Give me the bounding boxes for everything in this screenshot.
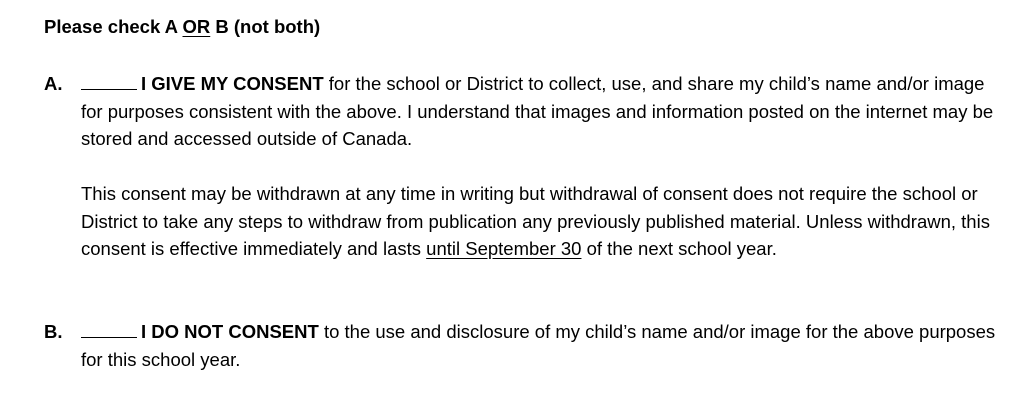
option-a-consent-paragraph	[81, 70, 1006, 153]
heading-or: OR	[182, 16, 211, 37]
option-b-checkbox-line[interactable]	[81, 319, 137, 338]
option-b-letter: B.	[44, 321, 63, 342]
option-b-paragraph	[81, 318, 1006, 373]
option-a-withdraw-text-2: of the next school year.	[581, 238, 777, 259]
instruction-heading	[44, 13, 320, 41]
heading-pre: Please check A	[44, 16, 183, 37]
option-a-consent-label: I GIVE MY CONSENT	[141, 73, 324, 94]
option-a-deadline: until September 30	[426, 238, 582, 259]
option-a-checkbox-line[interactable]	[81, 71, 137, 90]
option-a-consent-text: for the school or District to collect, use, and share my child’s name and/or image for purposes consistent with the above. I understand that images and information posted on the internet may be stored and accessed outside of Canada.	[81, 73, 994, 149]
option-b-label: I DO NOT CONSENT	[141, 321, 319, 342]
option-a-letter: A.	[44, 73, 63, 94]
option-b-text: to the use and disclosure of my child’s name and/or image for the above purposes for this school year.	[81, 321, 996, 370]
option-a-withdraw-text-1: This consent may be withdrawn at any time in writing but withdrawal of consent does not require the school or District to take any steps to withdraw from publication any previously published material. Unless withdrawn, this consent is effective immediately and lasts	[81, 183, 990, 259]
heading-post: B (not both)	[210, 16, 321, 37]
option-a-withdraw-paragraph	[81, 180, 1006, 263]
